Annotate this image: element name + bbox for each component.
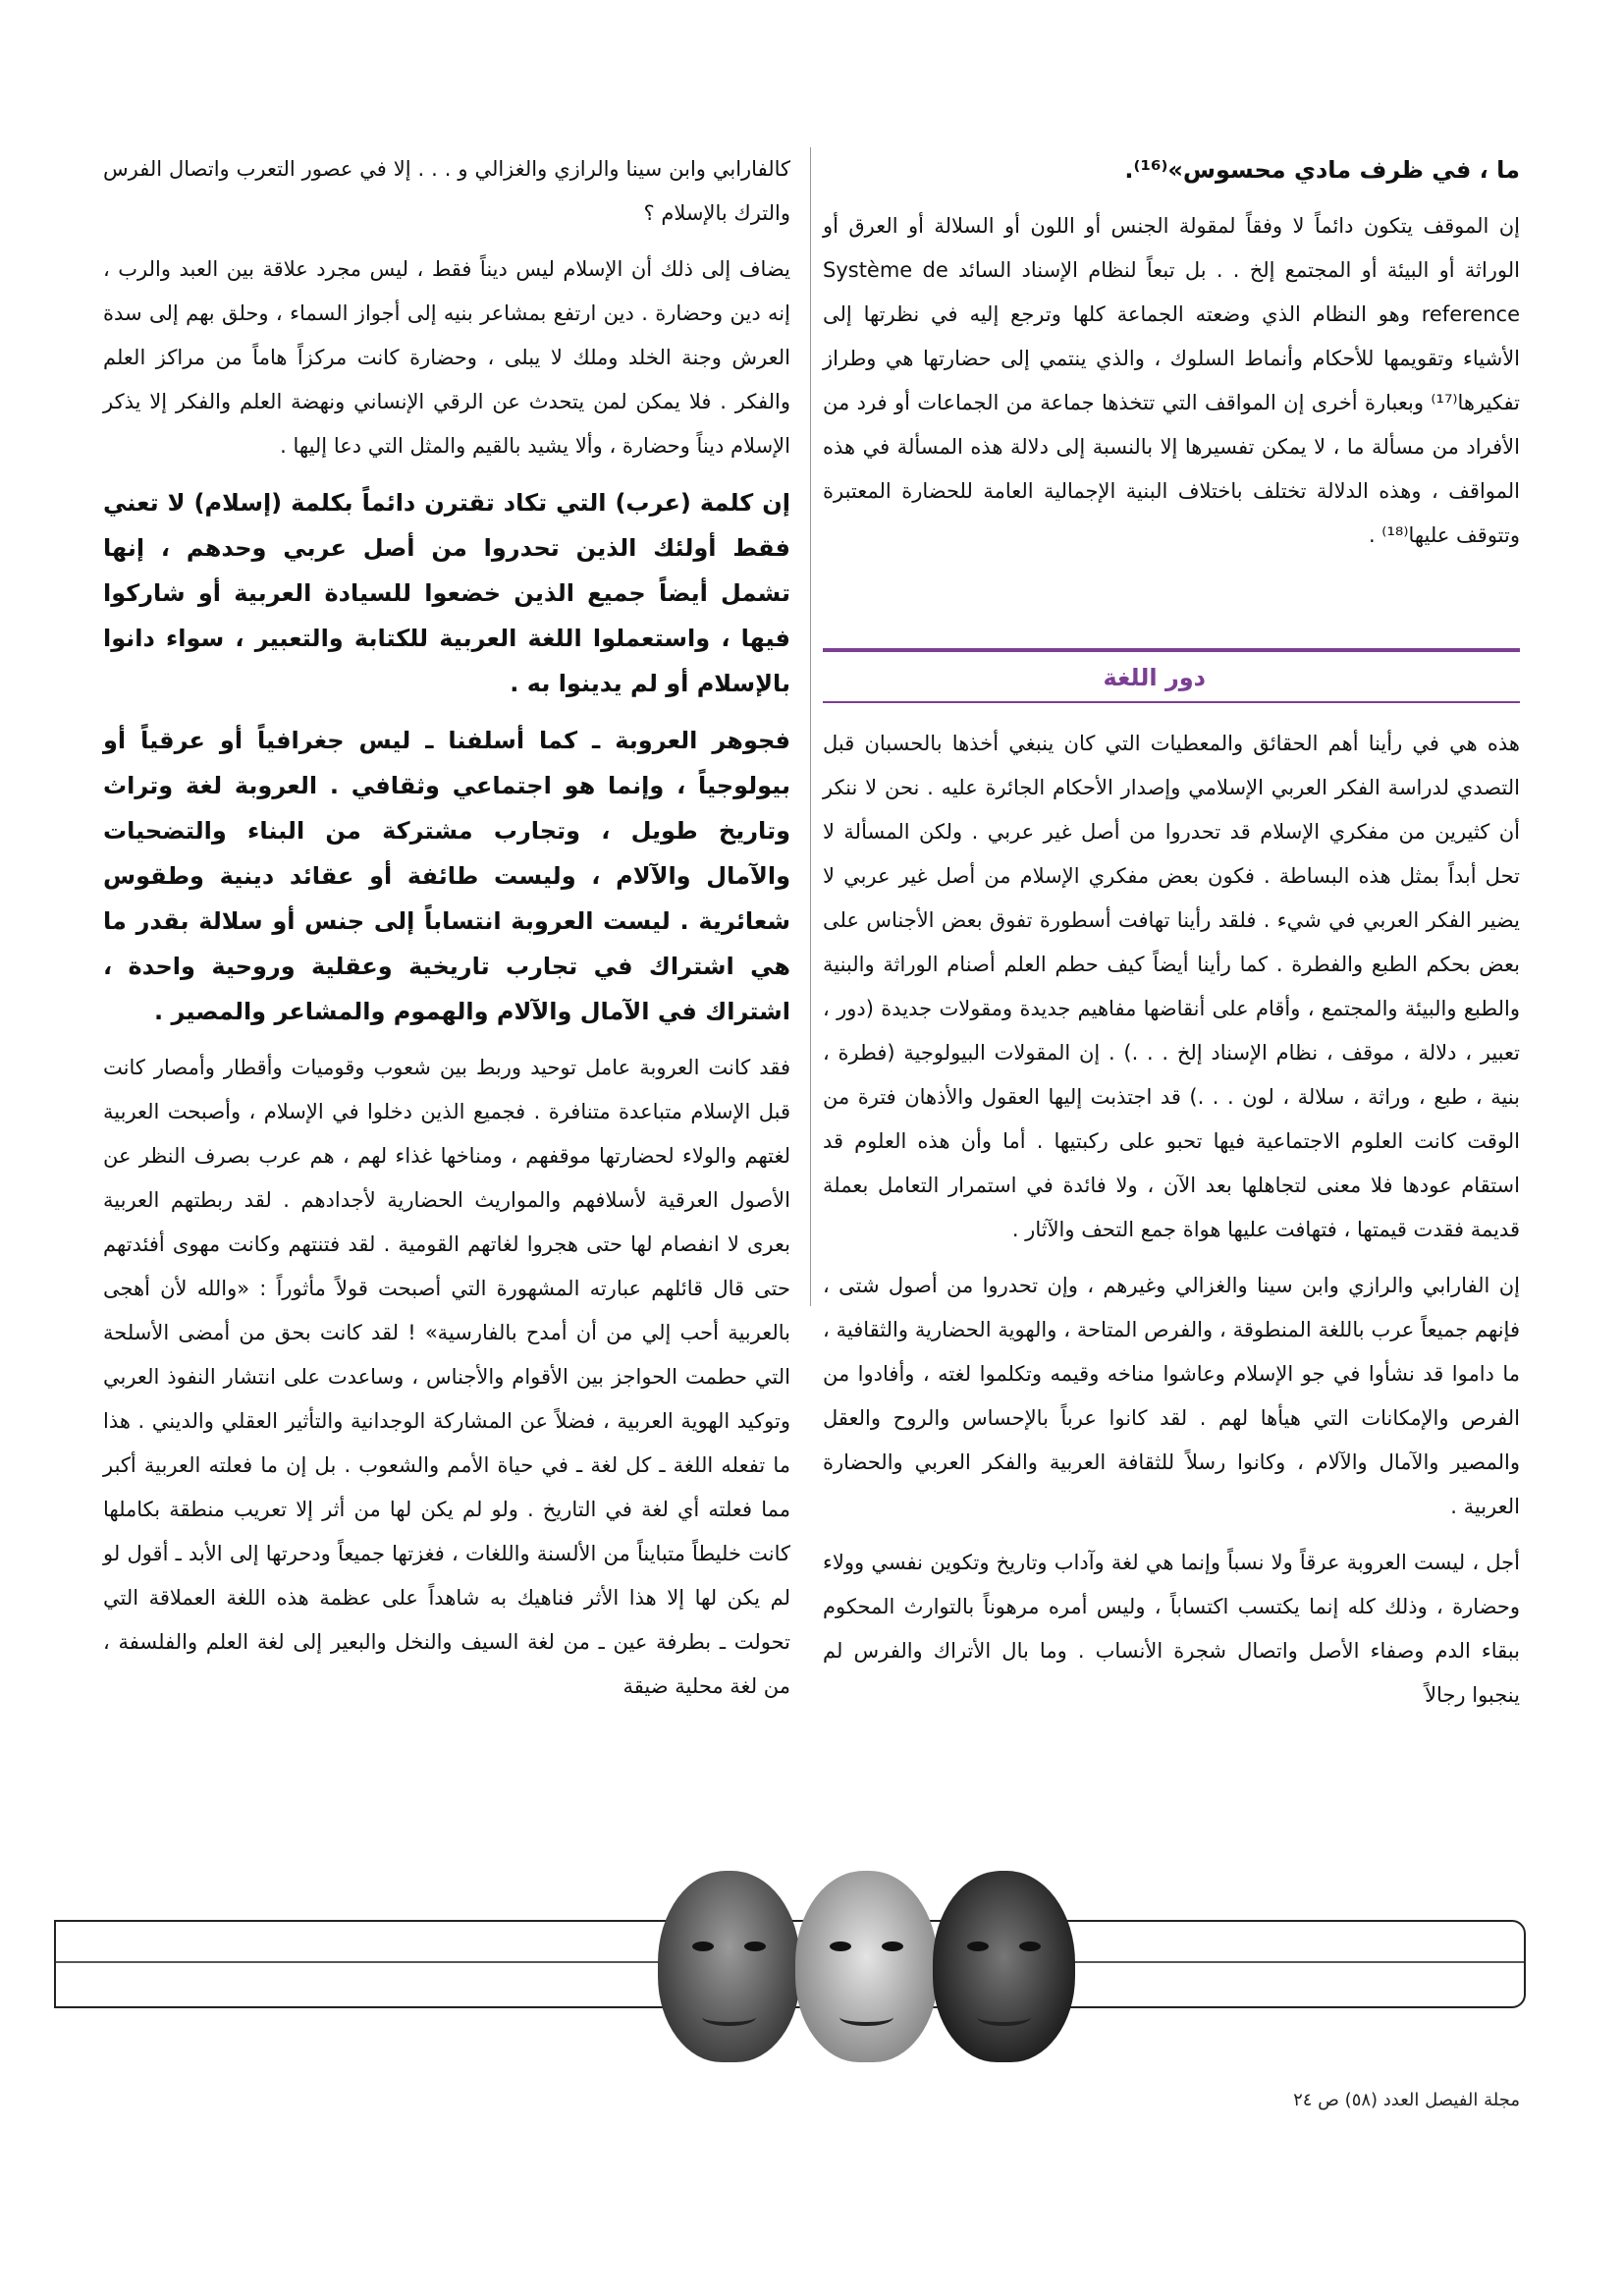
- face-middle-image: [795, 1871, 938, 2062]
- section-title: دور اللغة: [1103, 664, 1206, 691]
- faces-illustration: [658, 1871, 1070, 2067]
- paragraph: كالفارابي وابن سينا والرازي والغزالي و . . . إلا في عصور التعرب واتصال الفرس والترك بالإسلام ؟: [103, 157, 790, 225]
- section-underline: [823, 701, 1520, 703]
- paragraph: فجوهر العروبة ـ كما أسلفنا ـ ليس جغرافياً أو عرقياً أو بيولوجياً ، وإنما هو اجتماعي وثقافي . العروبة لغة وتراث وتاريخ طويل ، وتجارب مشتركة من البناء والتضحيات والآمال والآلام ، وليست طائفة أو عقائد دينية وطقوس شعائرية . ليست العروبة انتساباً إلى جنس أو سلالة بقدر ما هي اشتراك في تجارب تاريخية وعقلية وروحية واحدة ، اشتراك في الآمال والآلام والهموم والمشاعر والمصير .: [103, 727, 790, 1025]
- paragraph: أجل ، ليست العروبة عرقاً ولا نسباً وإنما هي لغة وآداب وتاريخ وتكوين نفسي وولاء وحضارة ، وذلك كله إنما يكتسب اكتساباً ، وليس أمره مرهوناً بالتوارث المحكوم ببقاء الدم وصفاء الأصل واتصال شجرة الأنساب . وما بال الأتراك والفرس لم ينجبوا رجالاً: [823, 1551, 1520, 1707]
- column-divider: [810, 147, 811, 1306]
- face-left-image: [658, 1871, 800, 2062]
- section-header: [823, 648, 1520, 703]
- page-footer: مجلة الفيصل العدد (٥٨) ص ٢٤: [1293, 2090, 1520, 2110]
- paragraph: هذه هي في رأينا أهم الحقائق والمعطيات التي كان ينبغي أخذها بالحسبان قبل التصدي لدراسة الفكر العربي الإسلامي وإصدار الأحكام الجائرة عليه . نحن لا ننكر أن كثيرين من مفكري الإسلام قد تحدروا من أصل غير عربي . ولكن المسألة لا تحل أبداً بمثل هذه البساطة . فكون بعض مفكري الإسلام من أصل غير عربي لا يضير الفكر العربي في شيء . فلقد رأينا تهافت أسطورة تفوق بعض الأجناس على بعض بحكم الطبع والفطرة . كما رأينا أيضاً كيف حطم العلم أصنام الوراثة والبنية والطبع والبيئة والمجتمع ، وأقام على أنقاضها مفاهيم جديدة ومقولات جديدة (دور ، تعبير ، دلالة ، موقف ، نظام الإسناد إلخ . . .) . إن المقولات البيولوجية (فطرة ، بنية ، طبع ، وراثة ، سلالة ، لون . . .) قد اجتذبت إليها العقول والأذهان فترة من الوقت كانت العلوم الاجتماعية فيها تحبو على ركبتيها . أما وأن هذه العلوم قد استقام عودها فلا معنى لتجاهلها بعد الآن ، ولا فائدة في استمرار التعامل بعملة قديمة فقدت قيمتها ، فتهافت عليها هواة جمع التحف والآثار .: [823, 732, 1520, 1241]
- paragraph: إن الموقف يتكون دائماً لا وفقاً لمقولة الجنس أو اللون أو السلالة أو العرق أو الوراثة أو البيئة أو المجتمع إلخ . . بل تبعاً لنظام الإسناد السائد Système de reference وهو النظام الذي وضعته الجماعة كلها وترجع إليه في نظرتها إلى الأشياء وتقويمها للأحكام وأنماط السلوك ، والذي ينتمي إلى حضارتها هي وطراز تفكيرها⁽¹⁷⁾ وبعبارة أخرى إن المواقف التي تتخذها جماعة من الجماعات أو فرد من الأفراد من مسألة ما ، لا يمكن تفسيرها إلا بالنسبة إلى دلالة هذه المسألة في هذه المواقف ، وهذه الدلالة تختلف باختلاف البنية الإجمالية العامة للحضارة المعتبرة وتتوقف عليها⁽¹⁸⁾ .: [823, 214, 1521, 547]
- right-column-bottom: [823, 722, 1520, 1729]
- paragraph: إن كلمة (عرب) التي تكاد تقترن دائماً بكلمة (إسلام) لا تعني فقط أولئك الذين تحدروا من أصل عربي وحدهم ، إنها تشمل أيضاً جميع الذين خضعوا للسيادة العربية أو شاركوا فيها ، واستعملوا اللغة العربية للكتابة والتعبير ، سواء دانوا بالإسلام أو لم يدينوا به .: [103, 489, 790, 697]
- right-column-top: [823, 147, 1520, 570]
- paragraph: ما ، في ظرف مادي محسوس»⁽¹⁶⁾.: [1124, 156, 1520, 184]
- paragraph: يضاف إلى ذلك أن الإسلام ليس ديناً فقط ، ليس مجرد علاقة بين العبد والرب ، إنه دين وحضارة . دين ارتفع بمشاعر بنيه إلى أجواز السماء ، وحلق بهم إلى سدة العرش وجنة الخلد وملك لا يبلى ، وحضارة كانت مركزاً هاماً من مراكز العلم والفكر . فلا يمكن لمن يتحدث عن الرقي الإنساني ونهضة العلم والفكر إلا يذكر الإسلام ديناً وحضارة ، وألا يشيد بالقيم والمثل التي دعا إليها .: [103, 257, 790, 458]
- paragraph: فقد كانت العروبة عامل توحيد وربط بين شعوب وقوميات وأقطار وأمصار كانت قبل الإسلام متباعدة متنافرة . فجميع الذين دخلوا في الإسلام ، وأصبحت العربية لغتهم والولاء لحضارتها موقفهم ، ومناخها غذاء لهم ، هم عرب بصرف النظر عن الأصول العرقية لأسلافهم والمواريث الحضارية لأجدادهم . لقد ربطتهم العربية بعرى لا انفصام لها حتى هجروا لغاتهم القومية . لقد فتنتهم وكانت مهوى أفئدتهم حتى قال قائلهم عبارته المشهورة التي أصبحت قولاً مأثوراً : «والله لأن أهجى بالعربية أحب إلي من أن أمدح بالفارسية» ! لقد كانت بحق من أمضى الأسلحة التي حطمت الحواجز بين الأقوام والأجناس ، وساعدت على انتشار النفوذ العربي وتوكيد الهوية العربية ، فضلاً عن المشاركة الوجدانية والتأثير العقلي والديني . هذا ما تفعله اللغة ـ كل لغة ـ في حياة الأمم والشعوب . بل إن ما فعلته العربية أكبر مما فعلته أي لغة في التاريخ . ولو لم يكن لها من أثر إلا تعريب منطقة بكاملها كانت خليطاً متبايناً من الألسنة واللغات ، فغزتها جميعاً ودحرتها إلى الأبد ـ أقول لو لم يكن لها إلا هذا الأثر فناهيك به شاهداً على عظمة هذه اللغة العملاقة التي تحولت ـ بطرفة عين ـ من لغة السيف والنخل والبعير إلى لغة العلم والفلسفة ، من لغة محلية ضيقة: [103, 1056, 790, 1698]
- paragraph: إن الفارابي والرازي وابن سينا والغزالي وغيرهم ، وإن تحدروا من أصول شتى ، فإنهم جميعاً عرب باللغة المنطوقة ، والفرص المتاحة ، والهوية الحضارية والثقافية ، ما داموا قد نشأوا في جو الإسلام وعاشوا مناخه وقيمه وتكلموا لغته ، وأفادوا من الفرص والإمكانات التي هيأها لهم . لقد كانوا عرباً بالإحساس والروح والعقل والمصير والآمال والآلام ، وكانوا رسلاً للثقافة العربية والفكر العربي والحضارة العربية .: [823, 1274, 1520, 1518]
- face-right-image: [933, 1871, 1075, 2062]
- left-column: [103, 147, 790, 1721]
